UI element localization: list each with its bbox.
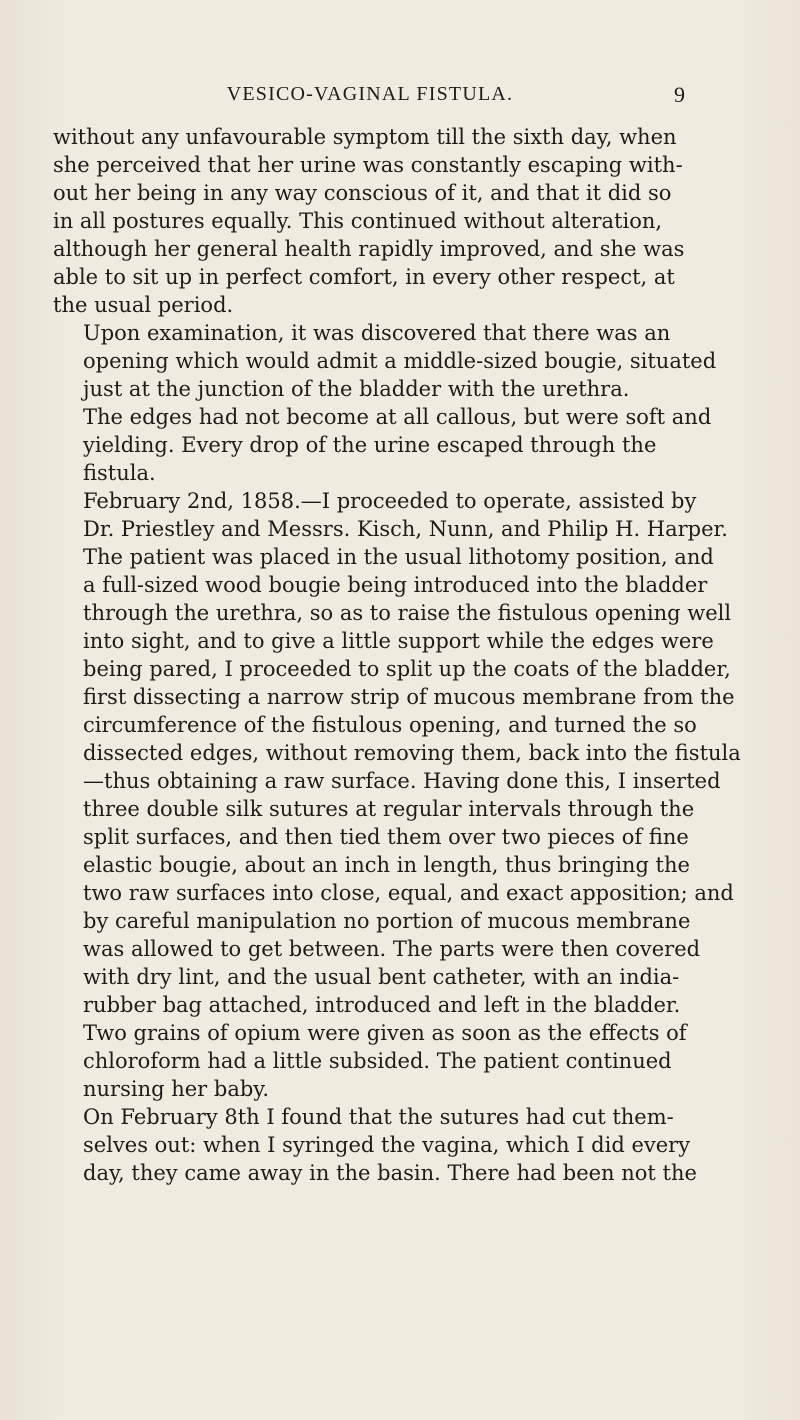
text-line: Upon examination, it was discovered that there was an [83, 321, 671, 345]
text-line: able to sit up in perfect comfort, in every other respect, at [53, 265, 675, 289]
text-line: a full-sized wood bougie being introduced into the bladder [83, 573, 708, 597]
text-line: fistula. [83, 461, 156, 485]
paragraph-3 [53, 487, 741, 1019]
text-line: out her being in any way conscious of it, and that it did so [53, 181, 672, 205]
paragraph-4 [53, 1019, 690, 1103]
paragraph-2 [53, 319, 717, 487]
paragraph-1 [53, 123, 690, 319]
running-title: VESICO-VAGINAL FISTULA. [226, 83, 514, 105]
text-line: February 2nd, 1858.—I proceeded to operate, assisted by [83, 489, 697, 513]
text-line: On February 8th I found that the sutures had cut them- [83, 1105, 674, 1129]
text-line: Two grains of opium were given as soon as the effects of [83, 1021, 687, 1045]
text-line: being pared, I proceeded to split up the coats of the bladder, [83, 657, 731, 681]
text-line: she perceived that her urine was constantly escaping with- [53, 153, 683, 177]
text-line: The edges had not become at all callous, but were soft and [83, 405, 712, 429]
text-line: opening which would admit a middle-sized bougie, situated [83, 349, 717, 373]
text-line: split surfaces, and then tied them over two pieces of fine [83, 825, 689, 849]
text-line: with dry lint, and the usual bent catheter, with an india- [83, 965, 680, 989]
text-line: although her general health rapidly improved, and she was [53, 237, 685, 261]
paragraph-5 [53, 1103, 697, 1187]
text-line: chloroform had a little subsided. The patient continued [83, 1049, 672, 1073]
body-text [53, 123, 741, 1187]
text-line: dissected edges, without removing them, back into the fistula [83, 741, 741, 765]
text-line: through the urethra, so as to raise the fistulous opening well [83, 601, 732, 625]
text-line: first dissecting a narrow strip of mucous membrane from the [83, 685, 735, 709]
text-line: into sight, and to give a little support while the edges were [83, 629, 714, 653]
text-line: was allowed to get between. The parts were then covered [83, 937, 701, 961]
text-line: —thus obtaining a raw surface. Having done this, I inserted [83, 769, 721, 793]
text-line: Dr. Priestley and Messrs. Kisch, Nunn, and Philip H. Harper. [83, 517, 728, 541]
text-line: elastic bougie, about an inch in length, thus bringing the [83, 853, 690, 877]
text-line: in all postures equally. This continued without alteration, [53, 209, 663, 233]
text-line: the usual period. [53, 293, 234, 317]
text-line: day, they came away in the basin. There had been not the [83, 1161, 697, 1185]
text-line: without any unfavourable symptom till the sixth day, when [53, 125, 677, 149]
text-line: circumference of the fistulous opening, and turned the so [83, 713, 697, 737]
text-line: rubber bag attached, introduced and left in the bladder. [83, 993, 681, 1017]
text-line: by careful manipulation no portion of mucous membrane [83, 909, 691, 933]
text-line: The patient was placed in the usual lithotomy position, and [83, 545, 714, 569]
text-line: selves out: when I syringed the vagina, which I did every [83, 1133, 691, 1157]
running-head [55, 83, 685, 113]
text-line: three double silk sutures at regular intervals through the [83, 797, 695, 821]
text-line: two raw surfaces into close, equal, and exact apposition; and [83, 881, 734, 905]
text-line: nursing her baby. [83, 1077, 270, 1101]
page-number: 9 [674, 82, 685, 107]
text-line: yielding. Every drop of the urine escaped through the [83, 433, 657, 457]
text-line: just at the junction of the bladder with the urethra. [83, 377, 630, 401]
